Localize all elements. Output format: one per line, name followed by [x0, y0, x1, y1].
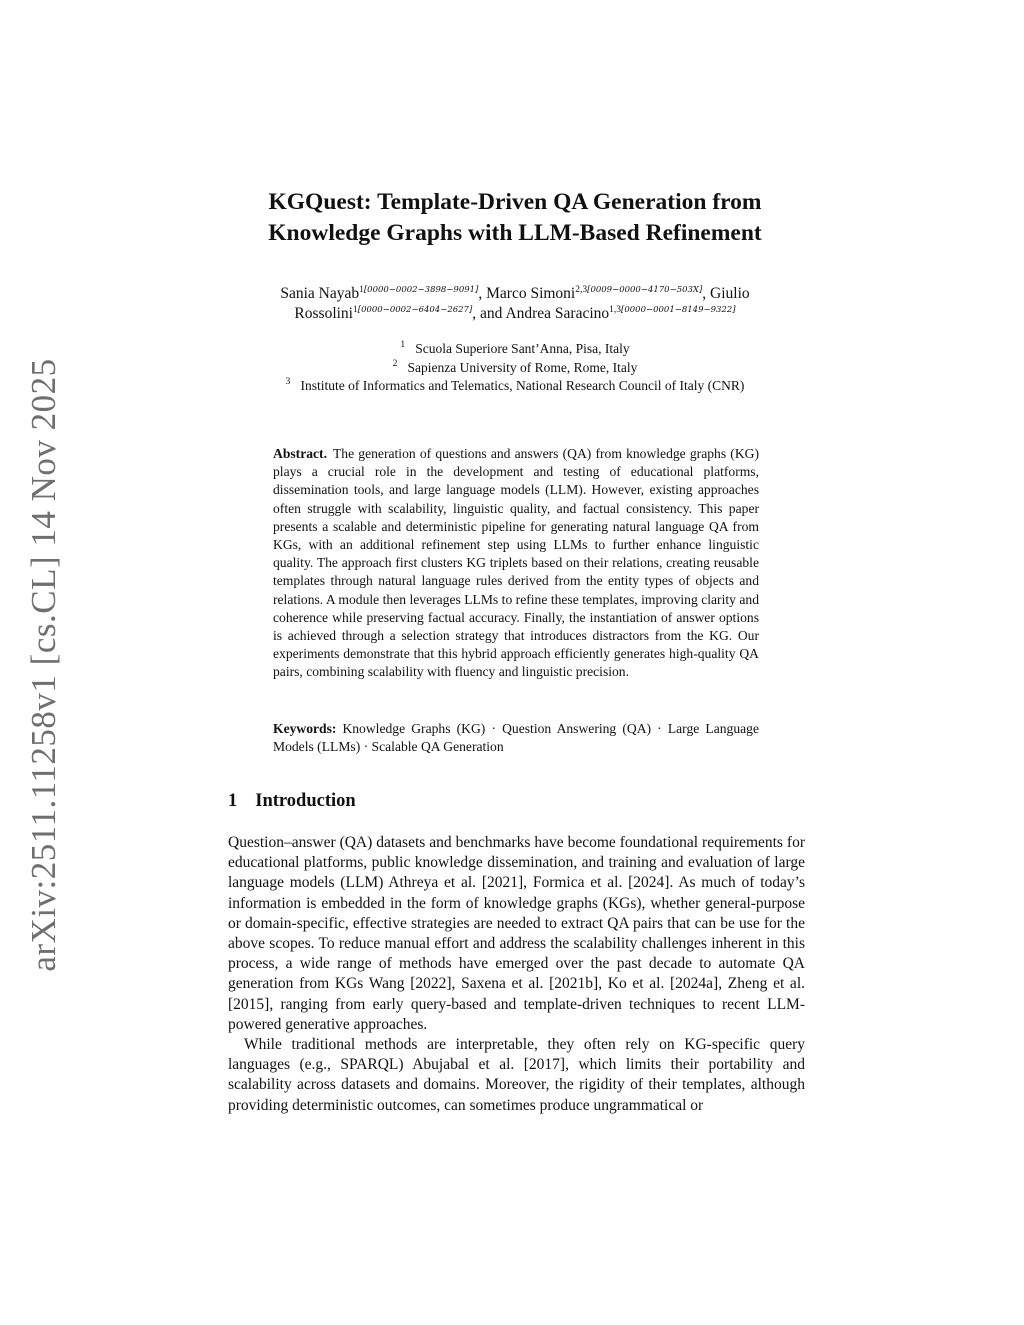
- keywords-text: Knowledge Graphs (KG) · Question Answering (QA) · Large Language Models (LLMs) · Scalable QA Generation: [273, 721, 759, 755]
- author-line-2: Rossolini$^{1[0000-0002-6404-2627]}$, and Andrea Saracino$^{1,3[0000-0001-8149-9322]}$: [294, 305, 736, 322]
- affiliation-item: $^2$ Sapienza University of Rome, Rome, Italy: [392, 358, 638, 375]
- section-title: Introduction: [255, 791, 356, 811]
- author-affiliation-mark: 1[0000−0002−6404−2627]: [353, 305, 473, 315]
- section-body: [228, 833, 805, 1116]
- author-affiliation-mark: 1,3[0000−0001−8149−9322]: [609, 305, 736, 315]
- author-name: Rossolini: [294, 305, 353, 322]
- section-heading: [228, 791, 356, 812]
- author-name: Sania Nayab: [280, 285, 360, 302]
- title-line-2: Knowledge Graphs with LLM-Based Refinement: [268, 220, 762, 246]
- author-affiliation-mark: 1[0000−0002−3898−9091]: [359, 285, 479, 295]
- section-number: 1: [228, 791, 238, 811]
- abstract-text: The generation of questions and answers (QA) from knowledge graphs (KG) plays a crucial role in the development and testing of educational platforms, dissemination tools, and large language models (LLM). However, existing approaches often struggle with scalability, linguistic quality, and factual consistency. This paper presents a scalable and deterministic pipeline for generating natural language QA from KGs, with an additional refinement step using LLMs to further enhance linguistic quality. The approach first clusters KG triplets based on their relations, creating reusable templates through natural language rules derived from the entity types of objects and relations. A module then leverages LLMs to refine these templates, improving clarity and coherence while preserving factual accuracy. Finally, the instantiation of answer options is achieved through a selection strategy that introduces distractors from the KG. Our experiments demonstrate that this hybrid approach efficiently generates high-quality QA pairs, combining scalability with fluency and linguistic precision.: [273, 446, 759, 680]
- author-line-1: Sania Nayab$^{1[0000-0002-3898-9091]}$, Marco Simoni$^{2,3[0009-0000-4170-503X]}$, Giulio: [280, 285, 750, 302]
- author-orcid[interactable]: [0000−0001−8149−9322]: [621, 305, 736, 315]
- title-line-1: KGQuest: Template-Driven QA Generation from: [268, 189, 762, 215]
- keywords-label: Keywords:: [273, 721, 337, 736]
- author-orcid[interactable]: [0009−0000−4170−503X]: [587, 285, 703, 295]
- author-name: Marco Simoni: [486, 285, 576, 302]
- affiliation-item: $^3$ Institute of Informatics and Telematics, National Research Council of Italy (CNR): [285, 377, 745, 393]
- author-name: Giulio: [710, 285, 750, 302]
- abstract-label: Abstract.: [273, 446, 327, 461]
- keywords: [273, 720, 759, 756]
- author-list: [180, 284, 850, 324]
- body-paragraph: While traditional methods are interpretable, they often rely on KG-specific query languages (e.g., SPARQL) Abujabal et al. [2017], which limits their portability and scalability across datasets and domains. Moreover, the rigidity of their templates, although providing deterministic outcomes, can sometimes produce ungrammatical or: [228, 1036, 805, 1114]
- paper-title: [160, 187, 870, 249]
- author-affiliation-mark: 2,3[0009−0000−4170−503X]: [575, 285, 703, 295]
- arxiv-identifier[interactable]: arXiv:2511.11258v1 [cs.CL] 14 Nov 2025: [24, 358, 63, 972]
- affiliation-list: [180, 340, 850, 396]
- affiliation-item: $^1$ Scuola Superiore Sant’Anna, Pisa, Italy: [400, 340, 630, 356]
- body-paragraph: Question–answer (QA) datasets and benchmarks have become foundational requirements for educational platforms, public knowledge dissemination, and training and evaluation of large language models (LLM) Athreya et al. [2021], Formica et al. [2024]. As much of today’s information is embedded in the form of knowledge graphs (KGs), whether general-purpose or domain-specific, effective strategies are needed to extract QA pairs that can be use for the above scopes. To reduce manual effort and address the scalability challenges inherent in this process, a wide range of methods have emerged over the past decade to automate QA generation from KGs Wang [2022], Saxena et al. [2021b], Ko et al. [2024a], Zheng et al. [2015], ranging from early query-based and template-driven techniques to recent LLM-powered generative approaches.: [228, 834, 805, 1033]
- author-name: Andrea Saracino: [505, 305, 610, 322]
- author-orcid[interactable]: [0000−0002−3898−9091]: [363, 285, 479, 295]
- abstract: [273, 445, 759, 682]
- author-orcid[interactable]: [0000−0002−6404−2627]: [357, 305, 473, 315]
